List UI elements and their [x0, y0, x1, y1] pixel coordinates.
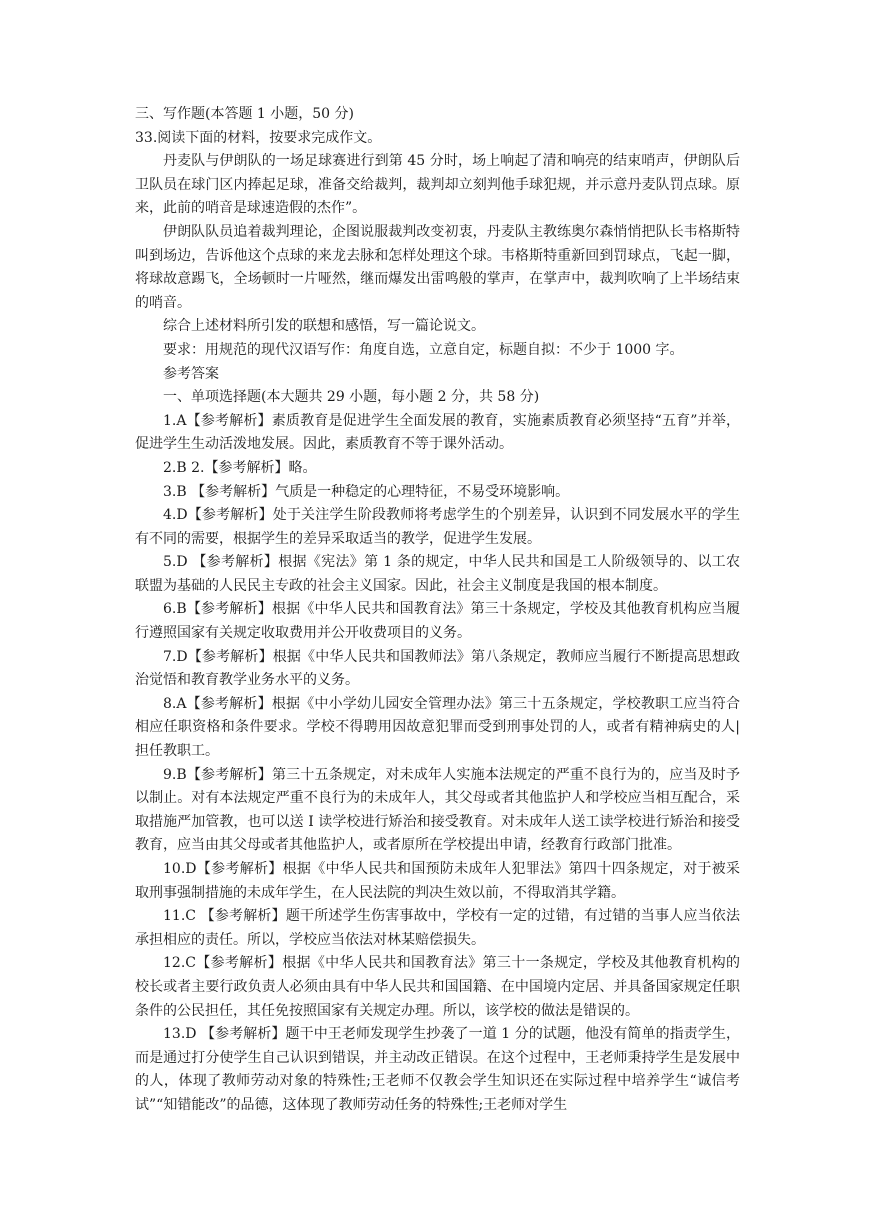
answer-item-1: 1.A【参考解析】素质教育是促进学生全面发展的教育，实施素质教育必须坚持“五育”并举，促进学生生动活泼地发展。因此，素质教育不等于课外活动。	[135, 412, 740, 453]
document-page	[135, 103, 740, 1118]
answer-item-12: 12.C【参考解析】根据《中华人民共和国教育法》第三十一条规定，学校及其他教育机构的校长或者主要行政负责人必须由具有中华人民共和国国籍、在中国境内定居、并具备国家规定任职条件的公民担任，其任免按照国家有关规定办理。所以，该学校的做法是错误的。	[135, 955, 740, 1019]
material-paragraph-1: 丹麦队与伊朗队的一场足球赛进行到第 45 分时，场上响起了清和响亮的结束哨声，伊朗队后卫队员在球门区内捧起足球，准备交给裁判，裁判却立刻判他手球犯规，并示意丹麦队罚点球。原来，此前的哨音是球速造假的杰作”。	[135, 153, 740, 217]
question-33-prompt: 33.阅读下面的材料，按要求完成作文。	[135, 129, 382, 146]
answer-item-9: 9.B【参考解析】第三十五条规定，对未成年人实施本法规定的严重不良行为的，应当及时予以制止。对有本法规定严重不良行为的未成年人，其父母或者其他监护人和学校应当相互配合，采取措施严加管教，也可以送 I 读学校进行矫治和接受教育。对未成年人送工读学校进行矫治和接受教育，应当由其父母或者其他监护人，或者原所在学校提出申请，经教育行政部门批准。	[135, 766, 740, 854]
essay-instruction: 综合上述材料所引发的联想和感悟，写一篇论说文。	[163, 318, 485, 335]
answer-key-heading: 参考答案	[163, 365, 219, 382]
answer-item-4: 4.D【参考解析】处于关注学生阶段教师将考虑学生的个别差异，认识到不同发展水平的学生有不同的需要，根据学生的差异采取适当的教学，促进学生发展。	[135, 507, 740, 547]
essay-requirements: 要求：用规范的现代汉语写作：角度自选，立意自定，标题自拟：不少于 1000 字。	[163, 341, 684, 358]
answer-item-10: 10.D【参考解析】根据《中华人民共和国预防未成年人犯罪法》第四十四条规定，对于被采取刑事强制措施的未成年学生，在人民法院的判决生效以前，不得取消其学籍。	[135, 861, 740, 901]
answer-item-5: 5.D 【参考解析】根据《宪法》第 1 条的规定，中华人民共和国是工人阶级领导的、以工农联盟为基础的人民民主专政的社会主义国家。因此，社会主义制度是我国的根本制度。	[135, 554, 740, 594]
answer-item-8: 8.A【参考解析】根据《中小学幼儿园安全管理办法》第三十五条规定，学校教职工应当符合相应任职资格和条件要求。学校不得聘用因故意犯罪而受到刑事处罚的人，或者有精神病史的人|担任教职工。	[135, 695, 740, 760]
answer-item-11: 11.C 【参考解析】题干所述学生伤害事故中，学校有一定的过错，有过错的当事人应当依法承担相应的责任。所以，学校应当依法对林某赔偿损失。	[135, 908, 740, 948]
section-heading-writing: 三、写作题(本答题 1 小题，50 分)	[135, 106, 354, 122]
material-paragraph-2: 伊朗队队员追着裁判理论，企图说服裁判改变初衷，丹麦队主教练奥尔森悄悄把队长韦格斯特叫到场边，告诉他这个点球的来龙去脉和怎样处理这个球。韦格斯特重新回到罚球点，飞起一脚，将球故意踢飞，全场顿时一片哑然，继而爆发出雷鸣般的掌声，在掌声中，裁判吹响了上半场结束的哨音。	[135, 223, 740, 311]
section-heading-single-choice: 一、单项选择题(本大题共 29 小题，每小题 2 分，共 58 分)	[163, 389, 540, 406]
answer-item-13: 13.D 【参考解析】题干中王老师发现学生抄袭了一道 1 分的试题，他没有简单的指责学生，而是通过打分使学生自己认识到错误，并主动改正错误。在这个过程中，王老师秉持学生是发展中的人，体现了教师劳动对象的特殊性;王老师不仅教会学生知识还在实际过程中培养学生“诚信考试”“知错能改”的品德，这体现了教师劳动任务的特殊性;王老师对学生	[135, 1026, 740, 1113]
answer-item-6: 6.B【参考解析】根据《中华人民共和国教育法》第三十条规定，学校及其他教育机构应当履行遵照国家有关规定收取费用并公开收费项目的义务。	[135, 601, 740, 642]
answer-item-2: 2.B 2.【参考解析】略。	[163, 459, 317, 476]
answer-item-3: 3.B 【参考解析】气质是一种稳定的心理特征，不易受环境影响。	[163, 483, 570, 500]
answer-item-7: 7.D【参考解析】根据《中华人民共和国教师法》第八条规定，教师应当履行不断提高思想政治觉悟和教育教学业务水平的义务。	[135, 648, 740, 689]
